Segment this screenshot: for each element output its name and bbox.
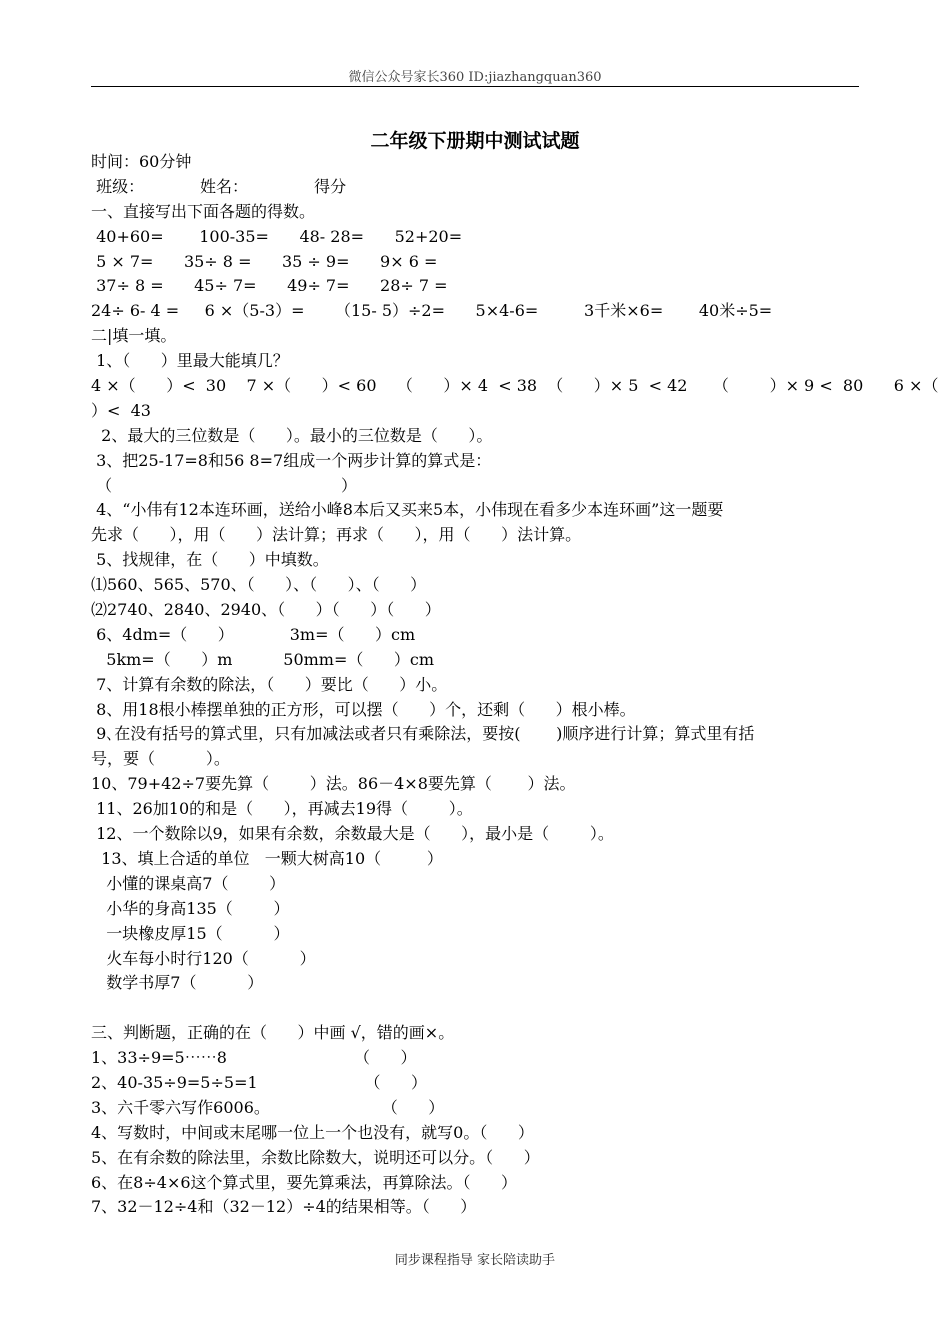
- calc-row-2: 5 × 7= 35÷ 8 = 35 ÷ 9= 9× 6 =: [91, 251, 438, 271]
- exam-time: 时间：60分钟: [91, 152, 192, 171]
- question-13-item-3: 一块橡皮厚15（ ）: [91, 923, 290, 943]
- question-11: 11、26加10的和是（ ），再减去19得（ ）。: [91, 799, 473, 819]
- question-5-part-2: ⑵2740、2840、2940、（ ）（ ）（ ）: [91, 600, 441, 620]
- calc-row-1: 40+60= 100-35= 48- 28= 52+20=: [91, 226, 463, 246]
- question-10: 10、79+42÷7要先算（ ）法。86－4×8要先算（ ）法。: [91, 774, 576, 794]
- page-footer: 同步课程指导 家长陪读助手: [394, 1253, 556, 1268]
- section-2-heading: 二|填一填。: [91, 326, 177, 346]
- judge-4: 4、写数时，中间或末尾哪一位上一个也没有，就写0。（ ）: [91, 1122, 534, 1142]
- question-13-item-1: 小懂的课桌高7（ ）: [91, 873, 286, 893]
- judge-1: 1、33÷9=5⋯⋯8 （ ）: [91, 1048, 417, 1068]
- question-1-items: 4 ×（ ）< 30 7 ×（ ）< 60 （ ）× 4 < 38 （ ）× 5 < 42 （ ）× 9 < 80 6 ×（: [91, 376, 939, 396]
- question-3-answer: （ ）: [91, 475, 357, 495]
- question-13-item-4: 火车每小时行120（ ）: [91, 948, 316, 968]
- calc-row-3: 37÷ 8 = 45÷ 7= 49÷ 7= 28÷ 7 =: [91, 276, 448, 296]
- student-info: 班级： 姓名： 得分: [91, 176, 347, 196]
- blank-line: [91, 996, 863, 1021]
- question-9-cont: 号，要（ ）。: [91, 749, 230, 769]
- exam-title: 二年级下册期中测试试题: [370, 130, 580, 152]
- exam-body: [91, 150, 939, 1220]
- question-13-item-5: 数学书厚7（ ）: [91, 973, 264, 993]
- page-header: 微信公众号家长360 ID:jiazhangquan360: [348, 70, 602, 85]
- question-4: 4、“小伟有12本连环画，送给小峰8本后又买来5本，小伟现在看多少本连环画”这一题要: [91, 500, 724, 520]
- calc-row-4: 24÷ 6- 4 = 6 ×（5-3）= （15- 5）÷2= 5×4-6= 3千米×6= 40米÷5=: [91, 301, 773, 321]
- question-13: 13、填上合适的单位 一颗大树高10（ ）: [91, 848, 443, 868]
- section-1-heading: 一、直接写出下面各题的得数。: [91, 201, 316, 221]
- question-1-items-cont: ）< 43: [91, 400, 151, 420]
- question-6: 6、4dm=（ ） 3m=（ ）cm: [91, 624, 416, 644]
- question-13-item-2: 小华的身高135（ ）: [91, 898, 290, 918]
- judge-7: 7、32－12÷4和（32－12）÷4的结果相等。（ ）: [91, 1197, 477, 1217]
- question-5: 5、找规律，在（ ）中填数。: [91, 550, 329, 570]
- question-7: 7、计算有余数的除法，（ ）要比（ ）小。: [91, 674, 448, 694]
- header-divider: [91, 86, 859, 87]
- question-5-part-1: ⑴560、565、570、（ ）、（ ）、（ ）: [91, 575, 427, 595]
- question-12: 12、一个数除以9，如果有余数，余数最大是（ ），最小是（ ）。: [91, 824, 614, 844]
- question-3: 3、把25-17=8和56 8=7组成一个两步计算的算式是：: [91, 450, 492, 470]
- question-8: 8、用18根小棒摆单独的正方形，可以摆（ ）个，还剩（ ）根小棒。: [91, 699, 636, 719]
- question-2: 2、最大的三位数是（ ）。最小的三位数是（ ）。: [91, 425, 493, 445]
- judge-5: 5、在有余数的除法里，余数比除数大，说明还可以分。（ ）: [91, 1147, 540, 1167]
- question-1: 1、（ ）里最大能填几？: [91, 351, 289, 371]
- judge-3: 3、六千零六写作6006。 （ ）: [91, 1097, 445, 1117]
- judge-2: 2、40-35÷9=5÷5=1 （ ）: [91, 1072, 427, 1092]
- question-6-cont: 5km=（ ）m 50mm=（ ）cm: [91, 649, 435, 669]
- judge-6: 6、在8÷4×6这个算式里，要先算乘法，再算除法。（ ）: [91, 1172, 518, 1192]
- section-3-heading: 三、判断题，正确的在（ ）中画 √，错的画×。: [91, 1023, 455, 1043]
- question-9: 9､在没有括号的算式里，只有加减法或者只有乘除法，要按( )顺序进行计算；算式里有括: [91, 724, 755, 744]
- question-4-cont: 先求（ ），用（ ）法计算；再求（ ），用（ ）法计算。: [91, 525, 582, 545]
